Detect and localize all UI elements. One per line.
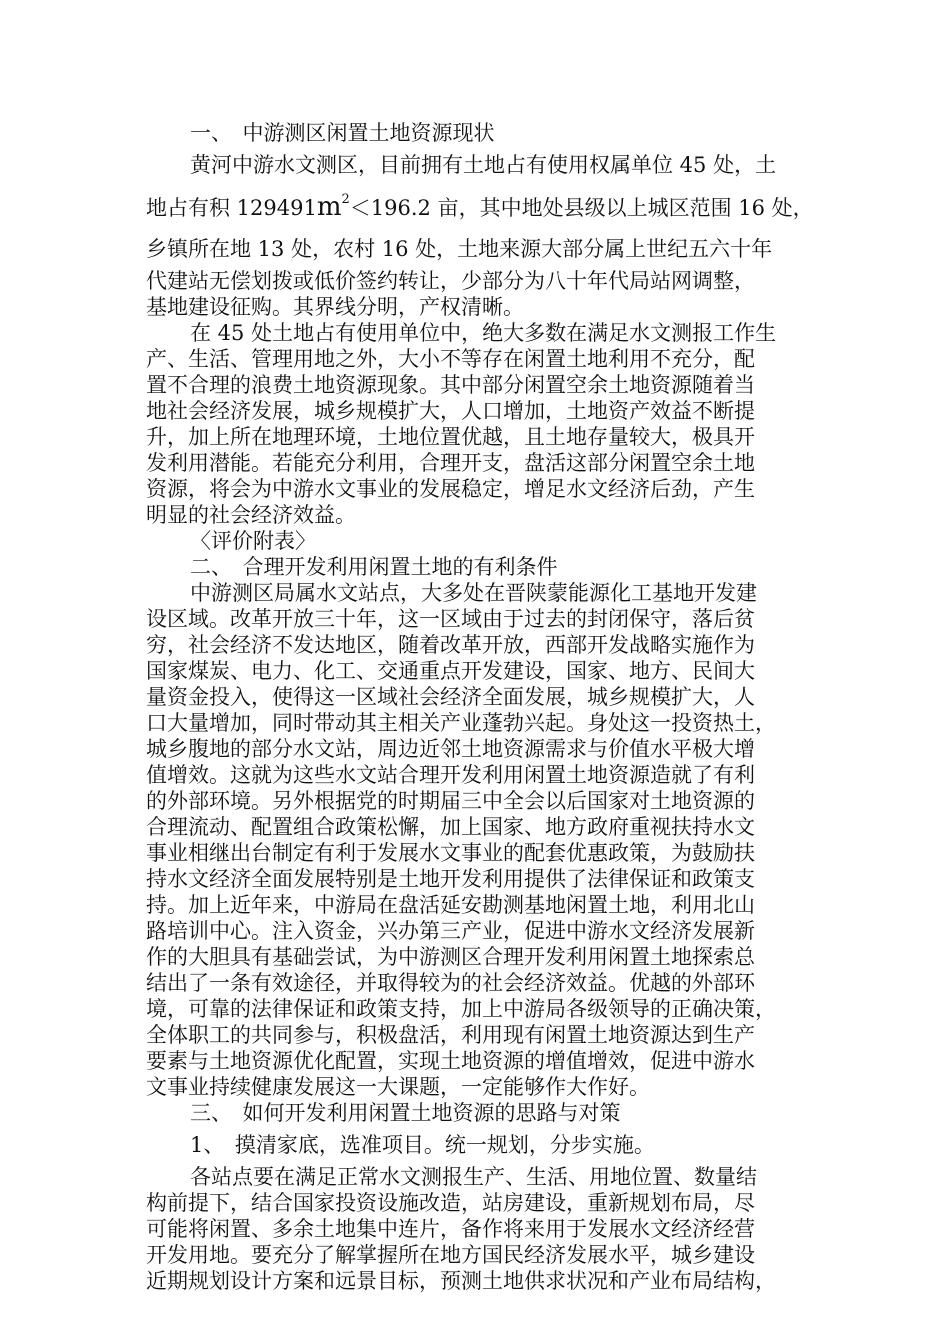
text-line: 近期规划设计方案和远景目标，预测土地供求状况和产业布局结构，: [146, 1269, 776, 1293]
unit-text: m: [316, 192, 342, 222]
text-line: 发利用潜能。若能充分利用，合理开支，盘活这部分闲置空余土地: [146, 451, 755, 475]
text-line: 境，可靠的法律保证和政策支持，加上中游局各级领导的正确决策，: [146, 997, 776, 1021]
text-line: 全体职工的共同参与，积极盘活，利用现有闲置土地资源达到生产: [146, 1023, 755, 1047]
text-line: 地社会经济发展，城乡规模扩大，人口增加，土地资产效益不断提: [146, 399, 755, 423]
text-line: 中游测区局属水文站点，大多处在晋陕蒙能源化工基地开发建: [190, 581, 757, 605]
paragraph-2: [146, 320, 830, 528]
text-line: 开发用地。要充分了解掌握所在地方国民经济发展水平，城乡建设: [146, 1243, 755, 1267]
section-heading-1: 一、 中游测区闲置土地资源现状: [190, 121, 495, 145]
subsection-heading-1: 1、 摸清家底，选准项目。统一规划，分步实施。: [190, 1133, 655, 1157]
text-line: 路培训中心。注入资金，兴办第三产业，促进中游水文经济发展新: [146, 919, 755, 943]
text-line: 代建站无偿划拨或低价签约转让，少部分为八十年代局站网调整，: [146, 269, 755, 293]
text-line: 可能将闲置、多余土地集中连片，备作将来用于发展水文经济经营: [146, 1217, 755, 1241]
section-heading-3: 三、 如何开发利用闲置土地资源的思路与对策: [190, 1101, 621, 1125]
text-span: ＜196.2 亩，其中地处县级以上城区范围 16 处，: [349, 196, 814, 220]
text-line: 事业相继出台制定有利于发展水文事业的配套优惠政策，为鼓励扶: [146, 841, 755, 865]
text-line: 置不合理的浪费土地资源现象。其中部分闲置空余土地资源随着当: [146, 373, 755, 397]
document-page: [146, 120, 830, 1294]
text-line: 各站点要在满足正常水文测报生产、生活、用地位置、数量结: [190, 1165, 757, 1189]
text-line: 产、生活、管理用地之外，大小不等存在闲置土地利用不充分，配: [146, 347, 755, 371]
paragraph-4: [146, 1164, 830, 1294]
text-line: 要素与土地资源优化配置，实现土地资源的增值增效，促进中游水: [146, 1049, 755, 1073]
text-line: 黄河中游水文测区，目前拥有土地占有使用权属单位 45 处，土: [190, 153, 777, 177]
superscript-text: 2: [341, 192, 350, 207]
text-line: 口大量增加，同时带动其主相关产业蓬勃兴起。身处这一投资热土，: [146, 711, 776, 735]
text-line: [146, 184, 830, 230]
text-line: 文事业持续健康发展这一大课题，一定能够作大作好。: [146, 1075, 650, 1099]
text-line: 值增效。这就为这些水文站合理开发利用闲置土地资源造就了有利: [146, 763, 755, 787]
paragraph-1: [146, 146, 830, 320]
text-line: 在 45 处土地占有使用单位中，绝大多数在满足水文测报工作生: [190, 321, 777, 345]
text-line: 明显的社会经济效益。: [146, 503, 356, 527]
paragraph-3: [146, 580, 830, 1100]
text-span: 地占有积 129491: [146, 196, 317, 220]
text-line: 构前提下，结合国家投资设施改造，站房建设，重新规划布局，尽: [146, 1191, 755, 1215]
text-line: 作的大胆具有基础尝试，为中游测区合理开发利用闲置土地探索总: [146, 945, 755, 969]
text-line: 乡镇所在地 13 处，农村 16 处，土地来源大部分属上世纪五六十年: [146, 237, 773, 261]
text-line: 结出了一条有效途径，并取得较为的社会经济效益。优越的外部环: [146, 971, 755, 995]
text-line: 量资金投入，使得这一区域社会经济全面发展，城乡规模扩大，人: [146, 685, 755, 709]
text-line: 设区域。改革开放三十年，这一区域由于过去的封闭保守，落后贫: [146, 607, 755, 631]
text-line: 持水文经济全面发展特别是土地开发利用提供了法律保证和政策支: [146, 867, 755, 891]
text-line: 升，加上所在地理环境，土地位置优越，且土地存量较大，极具开: [146, 425, 755, 449]
section-heading-2: 二、 合理开发利用闲置土地的有利条件: [190, 555, 558, 579]
text-line: 资源，将会为中游水文事业的发展稳定，增足水文经济后劲，产生: [146, 477, 755, 501]
text-line: 合理流动、配置组合政策松懈，加上国家、地方政府重视扶持水文: [146, 815, 755, 839]
text-line: 的外部环境。另外根据党的时期届三中全会以后国家对土地资源的: [146, 789, 755, 813]
text-line: 城乡腹地的部分水文站，周边近邻土地资源需求与价值水平极大增: [146, 737, 755, 761]
text-line: 持。加上近年来，中游局在盘活延安勘测基地闲置土地，利用北山: [146, 893, 755, 917]
text-line: 穷，社会经济不发达地区，随着改革开放，西部开发战略实施作为: [146, 633, 755, 657]
text-line: 国家煤炭、电力、化工、交通重点开发建设，国家、地方、民间大: [146, 659, 755, 683]
text-line: 基地建设征购。其界线分明，产权清晰。: [146, 295, 524, 319]
appendix-note: 〈评价附表〉: [190, 529, 316, 553]
